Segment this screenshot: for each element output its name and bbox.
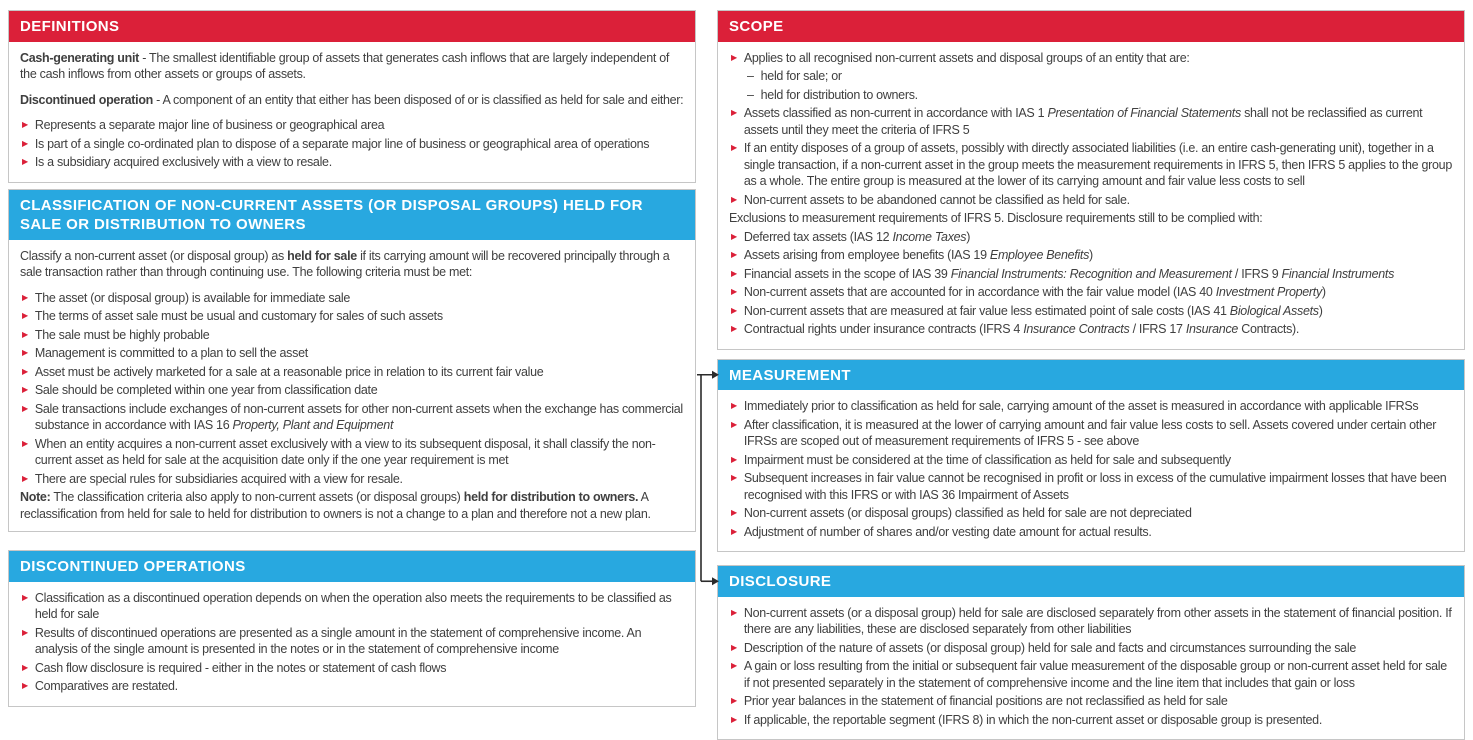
bullet-text (35, 154, 684, 171)
bullet-item (729, 284, 1453, 301)
panel-disclosure (717, 565, 1465, 740)
bullet-text (35, 471, 684, 488)
text-segment: A reclassification from held for sale to held for distribution to owners is not a change to a plan and therefore not a new plan. (20, 490, 651, 521)
text-segment: ) (966, 229, 971, 244)
classification-header: CLASSIFICATION OF NON-CURRENT ASSETS (OR DISPOSAL GROUPS) HELD FOR SALE OR DISTRIBUTION TO OWNERS (9, 190, 695, 240)
bullet-item (729, 524, 1453, 541)
text-segment: Prior year balances in the statement of financial positions are not reclassified as held for sale (743, 694, 1228, 708)
bullet-triangle-icon: ▶ (22, 681, 28, 690)
bullet-triangle-icon: ▶ (731, 473, 737, 482)
bullet-item (729, 605, 1453, 638)
text-segment: / IFRS 9 (1231, 266, 1282, 281)
text-segment: Management is committed to a plan to sell the asset (34, 346, 308, 360)
text-segment: Cash flow disclosure is required - either in the notes or statement of cash flows (34, 660, 447, 675)
bullet-text (35, 678, 684, 695)
bullet-text (744, 229, 1453, 246)
bullet-item (729, 505, 1453, 522)
bullet-item (729, 712, 1453, 729)
text-segment: Non-current assets that are accounted for in accordance with the fair value model (IAS 40 (743, 285, 1216, 299)
text-segment: Comparatives are restated. (34, 679, 178, 693)
bullet-text (744, 452, 1453, 469)
bullet-item (729, 229, 1453, 246)
bullet-text (744, 693, 1453, 710)
text-segment: ) (1318, 303, 1323, 318)
text-segment: if its carrying amount will be recovered principally through a sale transaction rather than through continuing use. The following criteria must be met: (20, 248, 670, 279)
bullet-item (729, 693, 1453, 710)
bullet-text (744, 321, 1453, 338)
bullet-triangle-icon: ▶ (731, 143, 737, 152)
panel-discontinued (8, 550, 696, 707)
bullet-triangle-icon: ▶ (731, 508, 737, 517)
text-line (729, 210, 1453, 227)
text-segment: Assets arising from employee benefits (IAS 19 (743, 248, 990, 262)
bullet-text (744, 398, 1453, 415)
bullet-triangle-icon: ▶ (22, 311, 28, 320)
text-segment: The terms of asset sale must be usual and customary for sales of such assets (34, 309, 443, 323)
bullet-text (744, 640, 1453, 657)
text-segment: Non-current assets that are measured at fair value less estimated point of sale costs (IAS 41 (743, 303, 1230, 318)
bullet-item (20, 382, 684, 399)
text-segment: Non-current assets to be abandoned cannot be classified as held for sale. (743, 192, 1130, 207)
discontinued-header: DISCONTINUED OPERATIONS (9, 551, 695, 582)
text-segment: Exclusions to measurement requirements of IFRS 5. Disclosure requirements still to be complied with: (729, 211, 1263, 225)
text-segment: Immediately prior to classification as held for sale, carrying amount of the asset is measured in accordance with applicable IFRSs (743, 399, 1419, 413)
bullet-triangle-icon: ▶ (731, 661, 737, 670)
dash-icon: – (747, 87, 754, 102)
text-segment: When an entity acquires a non-current asset exclusively with a view to its subsequent disposal, it shall classify the non-current asset as held for sale at the acquisition date only if the one year requirement is met (34, 436, 656, 467)
text-segment: Assets classified as non-current in accordance with IAS 1 (743, 106, 1048, 120)
bullet-text (35, 590, 684, 623)
text-segment: Income Taxes (892, 229, 967, 244)
bullet-triangle-icon: ▶ (731, 324, 737, 333)
bullet-item (20, 308, 684, 325)
bullet-text (744, 105, 1453, 138)
bullet-triangle-icon: ▶ (22, 592, 28, 602)
bullet-item (20, 290, 684, 307)
text-segment: Financial assets in the scope of IAS 39 (743, 266, 951, 281)
text-segment: Description of the nature of assets (or disposal group) held for sale and facts and circumstances surrounding the sale (743, 640, 1357, 655)
bullet-triangle-icon: ▶ (22, 438, 28, 448)
bullet-triangle-icon: ▶ (22, 329, 28, 339)
text-segment: ) (1321, 285, 1326, 299)
classification-body (9, 240, 695, 532)
bullet-item (729, 247, 1453, 264)
text-segment: held for sale (287, 248, 357, 263)
text-segment: Sale transactions include exchanges of non-current assets for other non-current assets when the exchange has commercial substance in accordance with IAS 16 (34, 401, 683, 432)
panel-measurement (717, 359, 1465, 553)
bullet-text (35, 136, 684, 153)
paragraph (20, 248, 684, 281)
bullet-item (729, 303, 1453, 320)
bullet-item (729, 452, 1453, 469)
bullet-triangle-icon: ▶ (731, 305, 737, 315)
text-segment: The asset (or disposal group) is available for immediate sale (34, 290, 351, 305)
bullet-item (20, 364, 684, 381)
bullet-text (744, 658, 1453, 691)
text-segment: Financial Instruments (1281, 266, 1395, 281)
text-segment: Investment Property (1215, 285, 1322, 299)
text-segment: held for distribution to owners. (760, 87, 918, 102)
bullet-item (20, 345, 684, 362)
measurement-body (718, 390, 1464, 551)
bullet-text (35, 364, 684, 381)
bullet-item (729, 266, 1453, 283)
text-segment: Is part of a single co-ordinated plan to dispose of a separate major line of business or geographical area of operations (34, 136, 650, 151)
bullet-item (729, 105, 1453, 138)
bullet-text (744, 524, 1453, 541)
text-segment: Classify a non-current asset (or disposal group) as (20, 248, 288, 263)
bullet-text (744, 247, 1453, 264)
text-segment: Deferred tax assets (IAS 12 (743, 229, 893, 244)
text-segment: Biological Assets (1229, 303, 1319, 318)
text-segment: Employee Benefits (989, 248, 1090, 262)
text-segment: Insurance Contracts (1023, 322, 1130, 336)
bullet-item (20, 154, 684, 171)
text-segment: The classification criteria also apply to non-current assets (or disposal groups) (50, 490, 464, 504)
bullet-triangle-icon: ▶ (731, 419, 737, 429)
text-segment: Non-current assets (or a disposal group) held for sale are disclosed separately from other assets in the statement of financial position. If there are any liabilities, these are disclosed separately from other liabilities (743, 605, 1452, 636)
definitions-body (9, 42, 695, 182)
text-segment: Results of discontinued operations are presented as a single amount in the statement of comprehensive income. An analysis of the single amount is presented in the notes or in the statement of comprehensive income (34, 625, 642, 656)
bullet-item (729, 50, 1453, 67)
bullet-triangle-icon: ▶ (731, 696, 737, 705)
bullet-item (20, 136, 684, 153)
text-segment: Adjustment of number of shares and/or vesting date amount for actual results. (743, 524, 1152, 539)
text-segment: Non-current assets (or disposal groups) classified as held for sale are not depreciated (743, 506, 1192, 520)
bullet-text (744, 712, 1453, 729)
bullet-item (20, 117, 684, 134)
bullet-triangle-icon: ▶ (731, 108, 737, 117)
text-segment: Classification as a discontinued operation depends on when the operation also meets the requirements to be classified as held for sale (34, 590, 672, 621)
bullet-item (20, 436, 684, 469)
bullet-triangle-icon: ▶ (22, 348, 28, 357)
bullet-text (35, 117, 684, 134)
column-left (8, 10, 696, 707)
text-segment: Financial Instruments: Recognition and Measurement (950, 266, 1232, 281)
disclosure-body (718, 597, 1464, 740)
bullet-triangle-icon: ▶ (731, 714, 737, 724)
bullet-item (729, 321, 1453, 338)
bullet-text (744, 50, 1453, 67)
bullet-item (20, 590, 684, 623)
definitions-header: DEFINITIONS (9, 11, 695, 42)
bullet-item (729, 640, 1453, 657)
bullet-text (35, 436, 684, 469)
text-segment: / IFRS 17 (1129, 322, 1186, 336)
bullet-triangle-icon: ▶ (22, 662, 28, 672)
bullet-text (35, 290, 684, 307)
bullet-triangle-icon: ▶ (731, 401, 737, 410)
paragraph (20, 489, 684, 522)
bullet-item (729, 470, 1453, 503)
bullet-text (744, 417, 1453, 450)
bullet-triangle-icon: ▶ (22, 403, 28, 413)
bullet-item (20, 625, 684, 658)
bullet-item (729, 192, 1453, 209)
bullet-triangle-icon: ▶ (731, 52, 737, 62)
text-segment: Contractual rights under insurance contracts (IFRS 4 (743, 322, 1024, 336)
text-segment: held for sale; or (760, 69, 842, 83)
bullet-text (744, 303, 1453, 320)
bullet-triangle-icon: ▶ (731, 454, 737, 464)
bullet-triangle-icon: ▶ (731, 287, 737, 296)
bullet-triangle-icon: ▶ (22, 385, 28, 394)
bullet-triangle-icon: ▶ (22, 120, 28, 129)
text-segment: - A component of an entity that either has been disposed of or is classified as held for sale and either: (153, 92, 684, 107)
bullet-item (20, 471, 684, 488)
text-segment: There are special rules for subsidiaries acquired with a view for resale. (34, 471, 403, 486)
scope-body (718, 42, 1464, 349)
measurement-header: MEASUREMENT (718, 360, 1464, 391)
bullet-text (744, 605, 1453, 638)
text-segment: Impairment must be considered at the time of classification as held for sale and subsequently (743, 452, 1231, 467)
dash-item (747, 87, 1453, 104)
bullet-triangle-icon: ▶ (22, 627, 28, 637)
text-segment: Cash-generating unit (20, 50, 140, 65)
dash-item (747, 68, 1453, 85)
bullet-text (35, 382, 684, 399)
scope-header: SCOPE (718, 11, 1464, 42)
bullet-triangle-icon: ▶ (731, 250, 737, 259)
text-segment: If an entity disposes of a group of assets, possibly with directly associated liabilities (i.e. an entire cash-generating unit), together in a single transaction, if a non-current asset in the group meets the measurement requirements in IFRS 5, then IFRS 5 applies to the group as a whole. The entire group is measured at the lower of its carrying amount and fair value less costs to sell (743, 141, 1452, 188)
text-segment: Subsequent increases in fair value cannot be recognised in profit or loss in excess of the cumulative impairment losses that have been recognised with this IFRS or with IAS 36 Impairment of Assets (743, 471, 1447, 502)
bullet-triangle-icon: ▶ (22, 473, 28, 483)
text-segment: held for distribution to owners. (463, 490, 639, 504)
text-segment: If applicable, the reportable segment (IFRS 8) in which the non-current asset or disposable group is presented. (743, 712, 1323, 727)
text-segment: Contracts). (1238, 322, 1300, 336)
panel-scope (717, 10, 1465, 350)
text-segment: After classification, it is measured at the lower of carrying amount and fair value less costs to sell. Assets covered under certain other IFRSs are scoped out of measurement requirements of IFRS 5 - see above (743, 417, 1437, 448)
bullet-text (35, 345, 684, 362)
bullet-triangle-icon: ▶ (22, 157, 28, 166)
text-segment: Presentation of Financial Statements (1047, 106, 1241, 120)
text-segment: shall not be reclassified as current assets until they meet the criteria of IFRS 5 (743, 106, 1423, 137)
text-segment: Represents a separate major line of business or geographical area (34, 118, 385, 132)
bullet-triangle-icon: ▶ (731, 526, 737, 536)
dash-text (761, 87, 1453, 104)
bullet-triangle-icon: ▶ (731, 231, 737, 241)
bullet-item (20, 401, 684, 434)
text-segment: The sale must be highly probable (34, 327, 210, 342)
bullet-triangle-icon: ▶ (731, 607, 737, 617)
dash-icon: – (747, 69, 754, 83)
dash-text (761, 68, 1453, 85)
text-segment: Property, Plant and Equipment (232, 418, 394, 432)
text-segment: Applies to all recognised non-current assets and disposal groups of an entity that are: (743, 50, 1190, 65)
text-segment: ) (1089, 248, 1093, 262)
bullet-text (35, 401, 684, 434)
bullet-item (729, 417, 1453, 450)
bullet-text (744, 505, 1453, 522)
panel-definitions (8, 10, 696, 183)
bullet-text (35, 660, 684, 677)
bullet-text (744, 266, 1453, 283)
text-segment: Note: (20, 490, 51, 504)
bullet-text (744, 284, 1453, 301)
text-segment: Asset must be actively marketed for a sale at a reasonable price in relation to its current fair value (34, 364, 544, 379)
bullet-triangle-icon: ▶ (731, 268, 737, 278)
bullet-item (729, 140, 1453, 190)
text-segment: Discontinued operation (20, 92, 153, 107)
bullet-triangle-icon: ▶ (731, 194, 737, 204)
bullet-text (744, 192, 1453, 209)
bullet-item (20, 678, 684, 695)
bullet-item (729, 658, 1453, 691)
bullet-text (35, 327, 684, 344)
bullet-triangle-icon: ▶ (731, 642, 737, 652)
bullet-text (744, 140, 1453, 190)
bullet-text (744, 470, 1453, 503)
bullet-text (35, 308, 684, 325)
paragraph (20, 92, 684, 109)
panel-classification (8, 189, 696, 533)
column-right (717, 10, 1465, 740)
bullet-triangle-icon: ▶ (22, 138, 28, 148)
text-segment: Is a subsidiary acquired exclusively with a view to resale. (34, 155, 332, 169)
bullet-triangle-icon: ▶ (22, 366, 28, 376)
bullet-item (20, 660, 684, 677)
paragraph (20, 50, 684, 83)
bullet-text (35, 625, 684, 658)
text-segment: Sale should be completed within one year from classification date (34, 383, 378, 397)
text-segment: A gain or loss resulting from the initial or subsequent fair value measurement of the disposable group or non-current asset held for sale if not presented separately in the statement of comprehensive income and the line item that includes that gain or loss (743, 659, 1447, 690)
bullet-triangle-icon: ▶ (22, 292, 28, 302)
bullet-item (20, 327, 684, 344)
disclosure-header: DISCLOSURE (718, 566, 1464, 597)
text-segment: Insurance (1185, 322, 1239, 336)
bullet-item (729, 398, 1453, 415)
text-segment: - The smallest identifiable group of assets that generates cash inflows that are largely independent of the cash inflows from other assets or groups of assets. (20, 50, 670, 81)
